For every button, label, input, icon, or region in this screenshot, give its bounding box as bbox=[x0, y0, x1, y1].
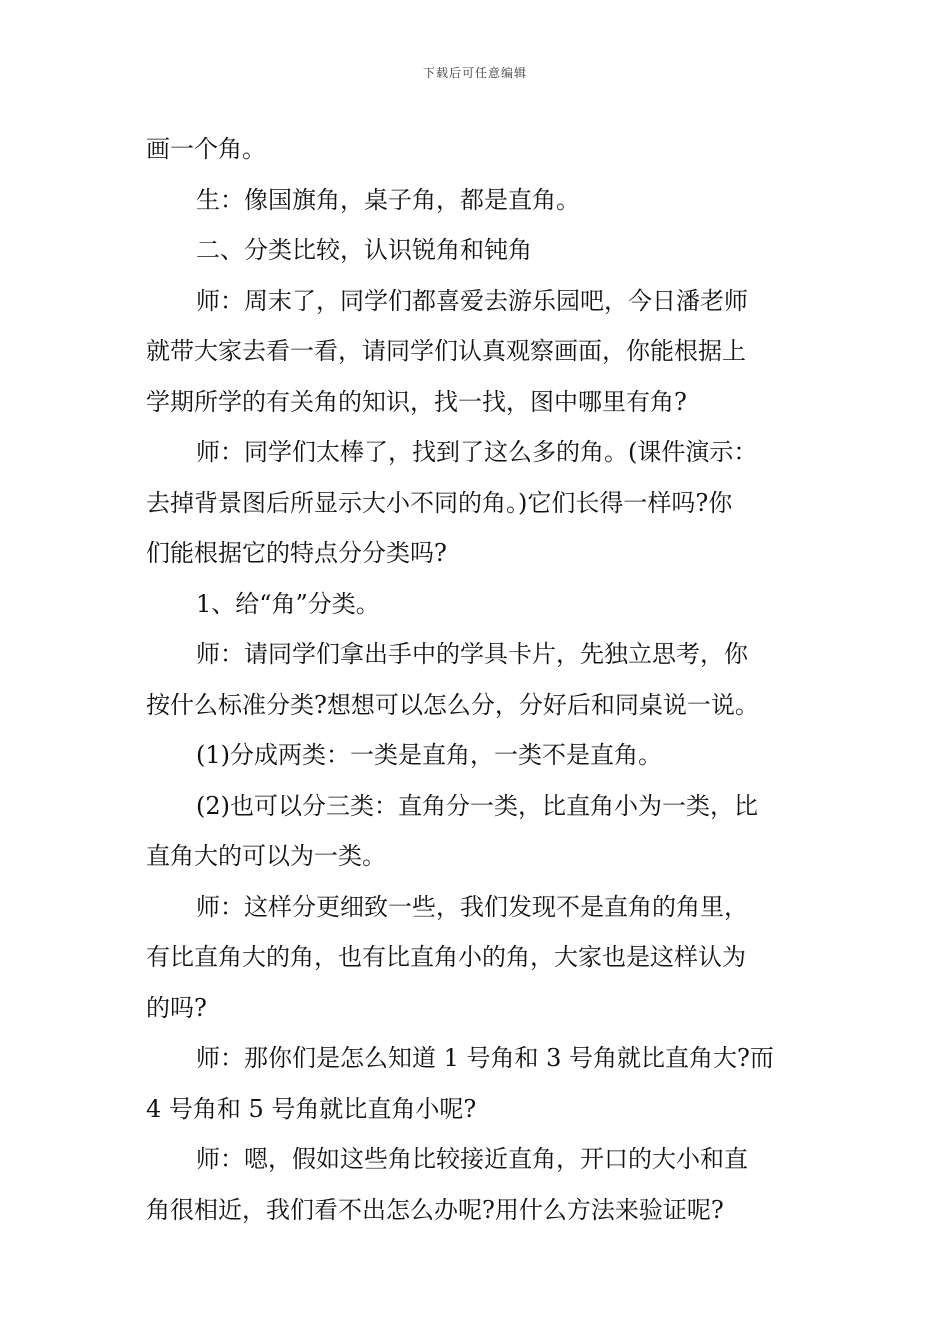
text-line: 们能根据它的特点分分类吗? bbox=[146, 539, 447, 567]
text-line: 有比直角大的角，也有比直角小的角，大家也是这样认为 bbox=[146, 943, 746, 971]
text-line: 就带大家去看一看，请同学们认真观察画面，你能根据上 bbox=[146, 337, 746, 365]
text-line: 生：像国旗角，桌子角，都是直角。 bbox=[196, 185, 580, 214]
document-body bbox=[146, 124, 808, 1235]
text-line: 师：这样分更细致一些，我们发现不是直角的角里， bbox=[196, 892, 748, 921]
text-line: 按什么标准分类?想想可以怎么分，分好后和同桌说一说。 bbox=[146, 690, 759, 719]
text-line: 师：同学们太棒了，找到了这么多的角。(课件演示： bbox=[196, 438, 758, 466]
page-header: 下载后可任意编辑 bbox=[422, 66, 527, 80]
text-line: 师：周末了，同学们都喜爱去游乐园吧，今日潘老师 bbox=[196, 286, 748, 315]
subsection-heading: 1、给“角”分类。 bbox=[196, 589, 380, 618]
text-line: (2)也可以分三类：直角分一类，比直角小为一类，比 bbox=[196, 791, 758, 820]
text-line: 去掉背景图后所显示大小不同的角。)它们长得一样吗?你 bbox=[146, 488, 733, 517]
text-line: 师：请同学们拿出手中的学具卡片，先独立思考，你 bbox=[196, 640, 748, 668]
text-line: 直角大的可以为一类。 bbox=[146, 842, 386, 870]
text-line: 的吗? bbox=[146, 993, 207, 1022]
text-line: (1)分成两类：一类是直角，一类不是直角。 bbox=[196, 741, 662, 769]
section-heading: 二、分类比较，认识锐角和钝角 bbox=[196, 236, 532, 264]
text-line: 学期所学的有关角的知识，找一找，图中哪里有角? bbox=[146, 387, 687, 416]
text-line: 师：嗯，假如这些角比较接近直角，开口的大小和直 bbox=[196, 1145, 748, 1173]
text-line: 角很相近，我们看不出怎么办呢?用什么方法来验证呢? bbox=[146, 1195, 724, 1224]
text-line: 画一个角。 bbox=[146, 135, 266, 163]
text-line: 4 号角和 5 号角就比直角小呢? bbox=[146, 1094, 477, 1123]
text-line: 师：那你们是怎么知道 1 号角和 3 号角就比直角大?而 bbox=[196, 1044, 774, 1072]
